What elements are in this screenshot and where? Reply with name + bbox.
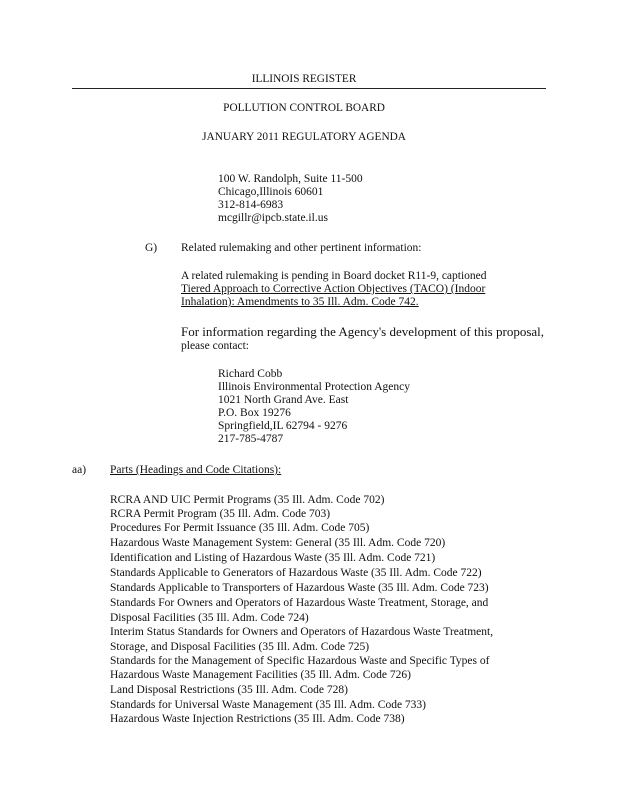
contact-line: 217-785-4787 [218, 433, 284, 445]
section-g-marker: G) [145, 242, 158, 254]
agenda-title: JANUARY 2011 REGULATORY AGENDA [202, 131, 406, 143]
part-entry: Standards Applicable to Transporters of Hazardous Waste (35 Ill. Adm. Code 723) [110, 582, 489, 594]
header-rule [72, 88, 546, 89]
contact-line: Chicago,Illinois 60601 [218, 186, 324, 198]
part-entry: Storage, and Disposal Facilities (35 Ill. Adm. Code 725) [110, 641, 370, 653]
related-rulemaking-text: A related rulemaking is pending in Board docket R11-9, captioned [181, 270, 487, 282]
part-entry: Disposal Facilities (35 Ill. Adm. Code 724) [110, 612, 309, 624]
section-aa-heading: Parts (Headings and Code Citations): [110, 464, 282, 476]
part-entry: Hazardous Waste Management Facilities (35 Ill. Adm. Code 726) [110, 669, 411, 681]
agency-info-text: For information regarding the Agency's development of this proposal, [181, 324, 545, 339]
contact-line: 1021 North Grand Ave. East [218, 394, 349, 406]
contact-line: 312-814-6983 [218, 199, 284, 211]
contact-line: 100 W. Randolph, Suite 11-500 [218, 173, 363, 185]
part-entry: Standards For Owners and Operators of Hazardous Waste Treatment, Storage, and [110, 597, 489, 609]
part-entry: Identification and Listing of Hazardous Waste (35 Ill. Adm. Code 721) [110, 552, 436, 564]
register-title: ILLINOIS REGISTER [251, 73, 357, 85]
part-entry: Standards Applicable to Generators of Hazardous Waste (35 Ill. Adm. Code 722) [110, 567, 482, 579]
contact-line: Illinois Environmental Protection Agency [218, 381, 410, 393]
agency-info-text: please contact: [181, 340, 250, 352]
contact-line: P.O. Box 19276 [218, 407, 291, 419]
section-aa-marker: aa) [72, 464, 87, 476]
part-entry: Interim Status Standards for Owners and Operators of Hazardous Waste Treatment, [110, 626, 494, 638]
part-entry: Standards for the Management of Specific Hazardous Waste and Specific Types of [110, 655, 490, 667]
contact-email: mcgillr@ipcb.state.il.us [218, 212, 328, 224]
contact-line: Richard Cobb [218, 368, 283, 380]
part-entry: Hazardous Waste Injection Restrictions (35 Ill. Adm. Code 738) [110, 713, 405, 725]
part-entry: RCRA AND UIC Permit Programs (35 Ill. Adm. Code 702) [110, 494, 385, 506]
section-g-heading: Related rulemaking and other pertinent information: [181, 242, 422, 254]
board-title: POLLUTION CONTROL BOARD [223, 102, 385, 114]
contact-line: Springfield,IL 62794 - 9276 [218, 420, 348, 432]
part-entry: RCRA Permit Program (35 Ill. Adm. Code 703) [110, 508, 331, 520]
part-entry: Hazardous Waste Management System: General (35 Ill. Adm. Code 720) [110, 537, 446, 549]
part-entry: Land Disposal Restrictions (35 Ill. Adm. Code 728) [110, 684, 348, 696]
part-entry: Standards for Universal Waste Management (35 Ill. Adm. Code 733) [110, 699, 427, 711]
related-rulemaking-caption: Tiered Approach to Corrective Action Objectives (TACO) (Indoor [181, 283, 486, 295]
part-entry: Procedures For Permit Issuance (35 Ill. Adm. Code 705) [110, 522, 370, 534]
related-rulemaking-caption: Inhalation): Amendments to 35 Ill. Adm. Code 742. [181, 296, 419, 308]
